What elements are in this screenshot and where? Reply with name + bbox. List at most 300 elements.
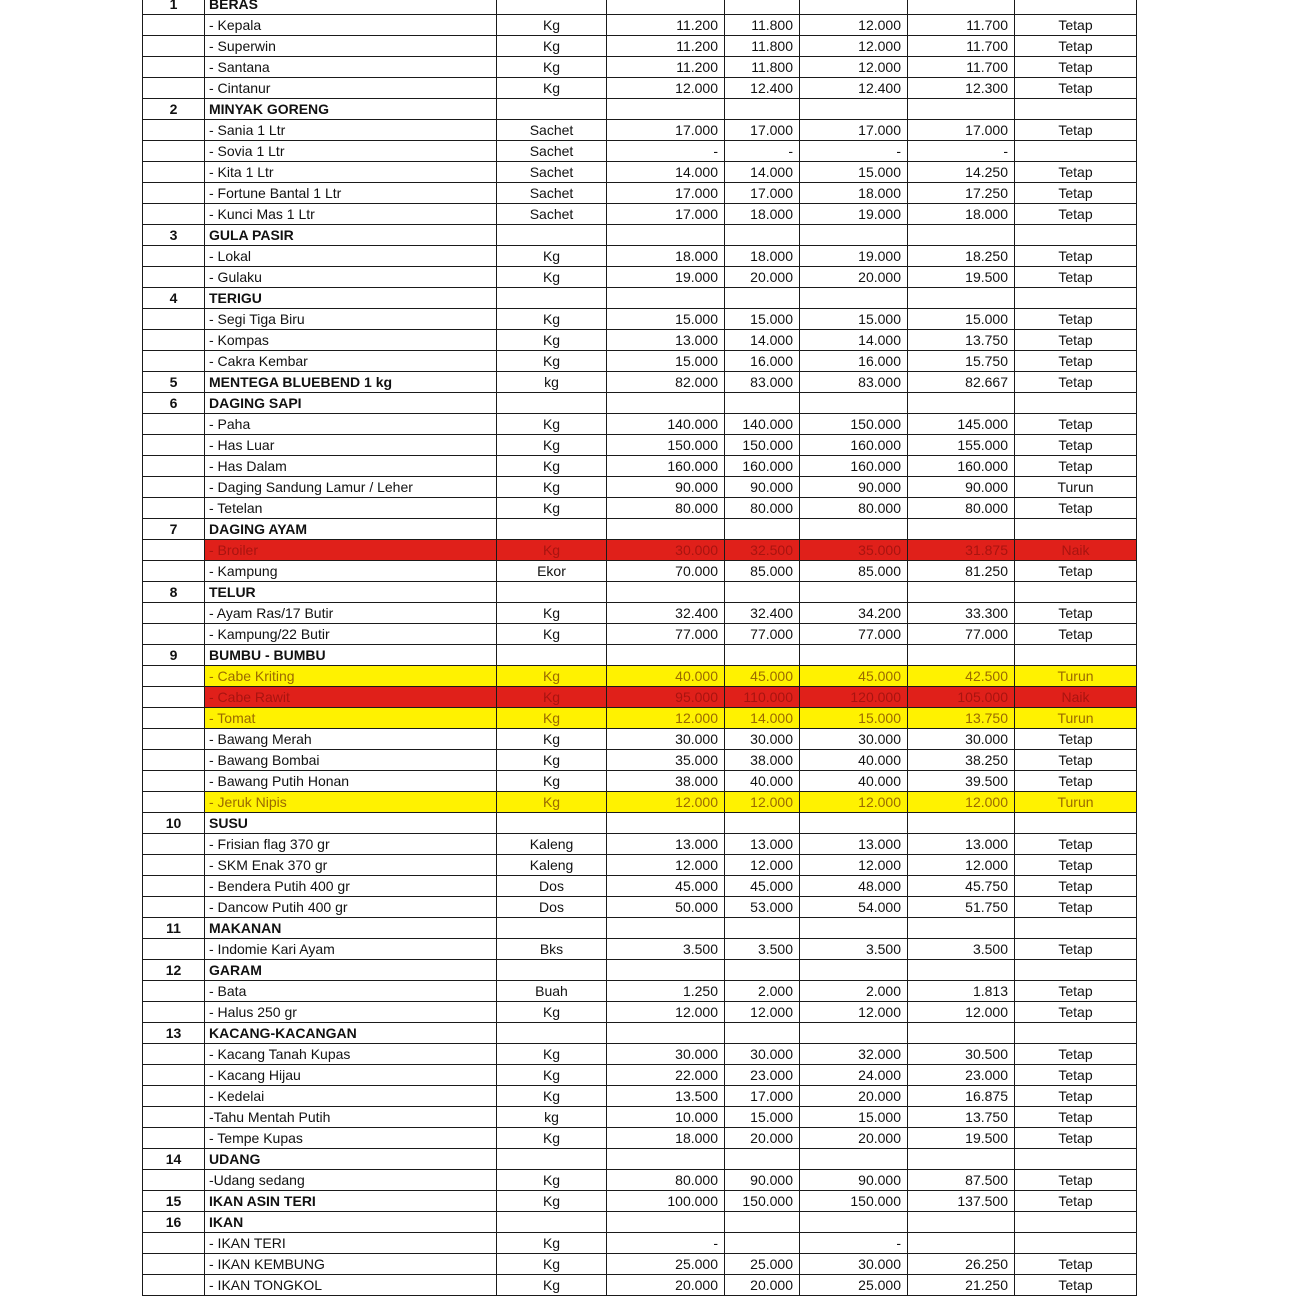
- price-cell-3: 19.000: [800, 246, 908, 267]
- unit-cell: Kg: [497, 603, 607, 624]
- unit-cell: Kg: [497, 435, 607, 456]
- price-cell-2: 45.000: [725, 876, 800, 897]
- price-cell-2: 2.000: [725, 981, 800, 1002]
- price-cell-2: 12.000: [725, 792, 800, 813]
- price-cell-3: [800, 393, 908, 414]
- price-cell-3: [800, 288, 908, 309]
- price-cell-3: 160.000: [800, 456, 908, 477]
- item-name: - Frisian flag 370 gr: [205, 834, 497, 855]
- unit-cell: Kg: [497, 540, 607, 561]
- price-cell-3: [800, 519, 908, 540]
- price-cell-3: 32.000: [800, 1044, 908, 1065]
- table-row: [143, 1254, 1137, 1275]
- unit-cell: [497, 393, 607, 414]
- unit-cell: Dos: [497, 876, 607, 897]
- unit-cell: Sachet: [497, 204, 607, 225]
- price-cell-4: 12.000: [908, 792, 1015, 813]
- item-name: GULA PASIR: [205, 225, 497, 246]
- price-cell-3: 54.000: [800, 897, 908, 918]
- item-name: -Udang sedang: [205, 1170, 497, 1191]
- price-cell-2: 12.400: [725, 78, 800, 99]
- item-name: MINYAK GORENG: [205, 99, 497, 120]
- category-row: [143, 0, 1137, 15]
- row-number: [143, 876, 205, 897]
- table-row: [143, 456, 1137, 477]
- unit-cell: [497, 1212, 607, 1233]
- row-number: 16: [143, 1212, 205, 1233]
- price-cell-2: 53.000: [725, 897, 800, 918]
- unit-cell: Kg: [497, 708, 607, 729]
- price-cell-1: 95.000: [607, 687, 725, 708]
- price-cell-4: 15.750: [908, 351, 1015, 372]
- status-cell: Tetap: [1015, 246, 1137, 267]
- price-cell-4: [908, 225, 1015, 246]
- price-cell-4: [908, 393, 1015, 414]
- price-cell-1: 70.000: [607, 561, 725, 582]
- table-row: [143, 309, 1137, 330]
- unit-cell: [497, 960, 607, 981]
- price-cell-3: 12.000: [800, 57, 908, 78]
- table-row: [143, 1002, 1137, 1023]
- price-cell-3: [800, 645, 908, 666]
- price-cell-3: 12.000: [800, 855, 908, 876]
- price-cell-2: 12.000: [725, 855, 800, 876]
- item-name: MAKANAN: [205, 918, 497, 939]
- price-cell-1: 14.000: [607, 162, 725, 183]
- price-cell-4: 30.500: [908, 1044, 1015, 1065]
- status-cell: [1015, 960, 1137, 981]
- price-cell-1: [607, 960, 725, 981]
- price-cell-4: 12.000: [908, 1002, 1015, 1023]
- item-name: - Bendera Putih 400 gr: [205, 876, 497, 897]
- item-name: - Tomat: [205, 708, 497, 729]
- price-cell-2: [725, 0, 800, 15]
- price-cell-1: 160.000: [607, 456, 725, 477]
- table-row: [143, 897, 1137, 918]
- category-row: [143, 813, 1137, 834]
- item-name: - Lokal: [205, 246, 497, 267]
- unit-cell: Kg: [497, 750, 607, 771]
- price-cell-2: 150.000: [725, 435, 800, 456]
- status-cell: [1015, 225, 1137, 246]
- unit-cell: Kg: [497, 1254, 607, 1275]
- table-row: [143, 540, 1137, 561]
- price-cell-4: [908, 99, 1015, 120]
- price-cell-3: 48.000: [800, 876, 908, 897]
- price-cell-4: [908, 288, 1015, 309]
- unit-cell: Kg: [497, 687, 607, 708]
- price-cell-3: 83.000: [800, 372, 908, 393]
- price-cell-2: [725, 1149, 800, 1170]
- status-cell: Tetap: [1015, 1170, 1137, 1191]
- status-cell: Tetap: [1015, 78, 1137, 99]
- price-cell-1: 13.000: [607, 330, 725, 351]
- table-row: [143, 204, 1137, 225]
- price-cell-2: 20.000: [725, 267, 800, 288]
- table-row: [143, 36, 1137, 57]
- price-cell-1: 30.000: [607, 1044, 725, 1065]
- price-cell-3: 3.500: [800, 939, 908, 960]
- status-cell: Tetap: [1015, 309, 1137, 330]
- item-name: - Cakra Kembar: [205, 351, 497, 372]
- unit-cell: [497, 1023, 607, 1044]
- status-cell: Tetap: [1015, 1254, 1137, 1275]
- status-cell: Tetap: [1015, 729, 1137, 750]
- price-cell-3: [800, 960, 908, 981]
- price-cell-2: 17.000: [725, 120, 800, 141]
- unit-cell: [497, 288, 607, 309]
- table-row: [143, 141, 1137, 162]
- item-name: - IKAN TERI: [205, 1233, 497, 1254]
- status-cell: Tetap: [1015, 1044, 1137, 1065]
- row-number: [143, 1002, 205, 1023]
- price-cell-4: 18.250: [908, 246, 1015, 267]
- price-cell-2: [725, 1233, 800, 1254]
- status-cell: [1015, 1023, 1137, 1044]
- price-cell-2: 11.800: [725, 57, 800, 78]
- status-cell: Naik: [1015, 687, 1137, 708]
- unit-cell: Kg: [497, 36, 607, 57]
- category-row: [143, 1191, 1137, 1212]
- price-cell-2: 90.000: [725, 477, 800, 498]
- item-name: KACANG-KACANGAN: [205, 1023, 497, 1044]
- price-cell-1: [607, 1023, 725, 1044]
- item-name: - Broiler: [205, 540, 497, 561]
- status-cell: Tetap: [1015, 1002, 1137, 1023]
- price-cell-1: -: [607, 141, 725, 162]
- row-number: [143, 267, 205, 288]
- price-cell-3: 90.000: [800, 477, 908, 498]
- table-row: [143, 57, 1137, 78]
- price-cell-3: [800, 1149, 908, 1170]
- item-name: - Kita 1 Ltr: [205, 162, 497, 183]
- category-row: [143, 288, 1137, 309]
- item-name: - Segi Tiga Biru: [205, 309, 497, 330]
- price-cell-1: 45.000: [607, 876, 725, 897]
- status-cell: Tetap: [1015, 750, 1137, 771]
- item-name: - SKM Enak 370 gr: [205, 855, 497, 876]
- item-name: - Kacang Tanah Kupas: [205, 1044, 497, 1065]
- table-row: [143, 1128, 1137, 1149]
- price-cell-2: 25.000: [725, 1254, 800, 1275]
- row-number: [143, 1107, 205, 1128]
- table-row: [143, 561, 1137, 582]
- price-cell-2: 11.800: [725, 15, 800, 36]
- price-cell-3: 12.000: [800, 36, 908, 57]
- price-cell-4: 51.750: [908, 897, 1015, 918]
- price-cell-1: 140.000: [607, 414, 725, 435]
- price-cell-2: 16.000: [725, 351, 800, 372]
- price-cell-3: 12.000: [800, 15, 908, 36]
- category-row: [143, 225, 1137, 246]
- price-cell-3: 17.000: [800, 120, 908, 141]
- category-row: [143, 960, 1137, 981]
- unit-cell: Kg: [497, 1065, 607, 1086]
- price-cell-1: 1.250: [607, 981, 725, 1002]
- price-cell-3: 20.000: [800, 267, 908, 288]
- table-row: [143, 834, 1137, 855]
- price-cell-3: 34.200: [800, 603, 908, 624]
- table-row: [143, 771, 1137, 792]
- price-cell-1: 38.000: [607, 771, 725, 792]
- row-number: [143, 1044, 205, 1065]
- row-number: [143, 330, 205, 351]
- item-name: - Indomie Kari Ayam: [205, 939, 497, 960]
- row-number: [143, 414, 205, 435]
- row-number: [143, 897, 205, 918]
- table-row: [143, 120, 1137, 141]
- price-cell-2: 18.000: [725, 246, 800, 267]
- status-cell: Tetap: [1015, 435, 1137, 456]
- price-cell-4: 23.000: [908, 1065, 1015, 1086]
- unit-cell: [497, 99, 607, 120]
- status-cell: Tetap: [1015, 561, 1137, 582]
- row-number: [143, 15, 205, 36]
- status-cell: Tetap: [1015, 1275, 1137, 1296]
- price-cell-1: 80.000: [607, 498, 725, 519]
- price-cell-4: 1.813: [908, 981, 1015, 1002]
- row-number: [143, 1233, 205, 1254]
- price-cell-4: 15.000: [908, 309, 1015, 330]
- price-cell-2: 40.000: [725, 771, 800, 792]
- unit-cell: Kg: [497, 456, 607, 477]
- item-name: - Cabe Kriting: [205, 666, 497, 687]
- status-cell: Tetap: [1015, 1086, 1137, 1107]
- price-cell-4: 77.000: [908, 624, 1015, 645]
- item-name: TERIGU: [205, 288, 497, 309]
- status-cell: [1015, 1233, 1137, 1254]
- price-cell-4: [908, 1149, 1015, 1170]
- row-number: [143, 603, 205, 624]
- price-cell-4: -: [908, 141, 1015, 162]
- price-cell-2: [725, 960, 800, 981]
- price-cell-2: [725, 225, 800, 246]
- price-cell-3: 40.000: [800, 771, 908, 792]
- price-cell-3: 15.000: [800, 1107, 908, 1128]
- item-name: - Bawang Putih Honan: [205, 771, 497, 792]
- price-cell-2: 77.000: [725, 624, 800, 645]
- price-cell-3: 150.000: [800, 414, 908, 435]
- price-cell-4: 30.000: [908, 729, 1015, 750]
- item-name: - Kampung/22 Butir: [205, 624, 497, 645]
- item-name: GARAM: [205, 960, 497, 981]
- price-cell-3: 13.000: [800, 834, 908, 855]
- status-cell: Tetap: [1015, 351, 1137, 372]
- unit-cell: Kg: [497, 267, 607, 288]
- unit-cell: kg: [497, 372, 607, 393]
- table-row: [143, 162, 1137, 183]
- price-cell-2: 23.000: [725, 1065, 800, 1086]
- price-cell-1: 11.200: [607, 15, 725, 36]
- status-cell: Tetap: [1015, 981, 1137, 1002]
- table-row: [143, 246, 1137, 267]
- row-number: 14: [143, 1149, 205, 1170]
- category-row: [143, 1149, 1137, 1170]
- unit-cell: Kg: [497, 1170, 607, 1191]
- table-row: [143, 1170, 1137, 1191]
- unit-cell: Kg: [497, 771, 607, 792]
- row-number: [143, 435, 205, 456]
- category-row: [143, 519, 1137, 540]
- price-cell-2: 20.000: [725, 1275, 800, 1296]
- table-row: [143, 15, 1137, 36]
- price-cell-1: [607, 99, 725, 120]
- price-cell-1: 22.000: [607, 1065, 725, 1086]
- price-cell-3: 40.000: [800, 750, 908, 771]
- item-name: MENTEGA BLUEBEND 1 kg: [205, 372, 497, 393]
- row-number: [143, 456, 205, 477]
- price-cell-4: 18.000: [908, 204, 1015, 225]
- price-cell-4: 12.000: [908, 855, 1015, 876]
- price-cell-2: 18.000: [725, 204, 800, 225]
- item-name: - Paha: [205, 414, 497, 435]
- table-row: [143, 414, 1137, 435]
- price-cell-4: 13.750: [908, 708, 1015, 729]
- status-cell: Turun: [1015, 666, 1137, 687]
- price-cell-4: 17.250: [908, 183, 1015, 204]
- category-row: [143, 645, 1137, 666]
- price-cell-4: [908, 0, 1015, 15]
- row-number: 9: [143, 645, 205, 666]
- price-cell-1: -: [607, 1233, 725, 1254]
- price-cell-1: 3.500: [607, 939, 725, 960]
- item-name: - Dancow Putih 400 gr: [205, 897, 497, 918]
- status-cell: Tetap: [1015, 855, 1137, 876]
- price-cell-1: 11.200: [607, 57, 725, 78]
- price-cell-3: 120.000: [800, 687, 908, 708]
- row-number: [143, 57, 205, 78]
- price-cell-1: [607, 582, 725, 603]
- price-cell-2: 15.000: [725, 309, 800, 330]
- price-cell-4: 145.000: [908, 414, 1015, 435]
- price-cell-3: 85.000: [800, 561, 908, 582]
- item-name: - Halus 250 gr: [205, 1002, 497, 1023]
- price-cell-3: 30.000: [800, 1254, 908, 1275]
- category-row: [143, 393, 1137, 414]
- price-cell-1: 12.000: [607, 78, 725, 99]
- unit-cell: [497, 645, 607, 666]
- row-number: [143, 939, 205, 960]
- price-cell-1: 12.000: [607, 1002, 725, 1023]
- price-cell-3: 90.000: [800, 1170, 908, 1191]
- price-cell-4: 155.000: [908, 435, 1015, 456]
- row-number: [143, 246, 205, 267]
- item-name: DAGING AYAM: [205, 519, 497, 540]
- price-cell-3: 30.000: [800, 729, 908, 750]
- price-cell-4: 3.500: [908, 939, 1015, 960]
- unit-cell: Kg: [497, 792, 607, 813]
- row-number: [143, 78, 205, 99]
- row-number: [143, 36, 205, 57]
- unit-cell: Kg: [497, 330, 607, 351]
- price-cell-4: [908, 582, 1015, 603]
- price-cell-1: 25.000: [607, 1254, 725, 1275]
- price-cell-4: [908, 813, 1015, 834]
- price-cell-1: 13.000: [607, 834, 725, 855]
- price-cell-2: 20.000: [725, 1128, 800, 1149]
- price-cell-4: 16.875: [908, 1086, 1015, 1107]
- price-cell-3: -: [800, 141, 908, 162]
- unit-cell: [497, 225, 607, 246]
- price-cell-3: 12.000: [800, 1002, 908, 1023]
- row-number: 15: [143, 1191, 205, 1212]
- row-number: [143, 1086, 205, 1107]
- price-cell-1: 11.200: [607, 36, 725, 57]
- price-cell-1: 30.000: [607, 729, 725, 750]
- price-cell-1: 35.000: [607, 750, 725, 771]
- price-cell-4: [908, 1023, 1015, 1044]
- item-name: - Cabe Rawit: [205, 687, 497, 708]
- item-name: - Kepala: [205, 15, 497, 36]
- price-cell-4: 90.000: [908, 477, 1015, 498]
- item-name: -Tahu Mentah Putih: [205, 1107, 497, 1128]
- price-cell-1: 15.000: [607, 351, 725, 372]
- table-row: [143, 1086, 1137, 1107]
- item-name: - Kedelai: [205, 1086, 497, 1107]
- item-name: - Has Luar: [205, 435, 497, 456]
- price-cell-2: 30.000: [725, 1044, 800, 1065]
- category-row: [143, 918, 1137, 939]
- item-name: - IKAN KEMBUNG: [205, 1254, 497, 1275]
- price-cell-4: 11.700: [908, 15, 1015, 36]
- category-row: [143, 372, 1137, 393]
- row-number: [143, 624, 205, 645]
- price-cell-2: 150.000: [725, 1191, 800, 1212]
- table-row: [143, 939, 1137, 960]
- row-number: [143, 120, 205, 141]
- price-cell-2: 11.800: [725, 36, 800, 57]
- row-number: [143, 729, 205, 750]
- item-name: - Sovia 1 Ltr: [205, 141, 497, 162]
- price-cell-1: 15.000: [607, 309, 725, 330]
- status-cell: [1015, 813, 1137, 834]
- price-cell-4: 38.250: [908, 750, 1015, 771]
- item-name: - Superwin: [205, 36, 497, 57]
- item-name: - Kompas: [205, 330, 497, 351]
- item-name: - Kacang Hijau: [205, 1065, 497, 1086]
- price-cell-4: 13.750: [908, 330, 1015, 351]
- item-name: - Kunci Mas 1 Ltr: [205, 204, 497, 225]
- price-cell-3: 25.000: [800, 1275, 908, 1296]
- price-cell-2: [725, 582, 800, 603]
- price-cell-4: 11.700: [908, 57, 1015, 78]
- price-cell-1: 20.000: [607, 1275, 725, 1296]
- status-cell: Tetap: [1015, 1128, 1137, 1149]
- unit-cell: Dos: [497, 897, 607, 918]
- price-cell-2: [725, 1212, 800, 1233]
- row-number: [143, 204, 205, 225]
- table-row: [143, 855, 1137, 876]
- row-number: 1: [143, 0, 205, 15]
- table-row: [143, 624, 1137, 645]
- price-cell-1: 17.000: [607, 204, 725, 225]
- price-cell-2: -: [725, 141, 800, 162]
- table-row: [143, 267, 1137, 288]
- row-number: [143, 687, 205, 708]
- table-row: [143, 981, 1137, 1002]
- price-cell-4: [908, 1212, 1015, 1233]
- row-number: 11: [143, 918, 205, 939]
- unit-cell: Sachet: [497, 162, 607, 183]
- status-cell: Tetap: [1015, 834, 1137, 855]
- price-cell-4: 11.700: [908, 36, 1015, 57]
- status-cell: Turun: [1015, 708, 1137, 729]
- row-number: [143, 708, 205, 729]
- table-row: [143, 792, 1137, 813]
- row-number: 6: [143, 393, 205, 414]
- price-cell-1: 19.000: [607, 267, 725, 288]
- item-name: DAGING SAPI: [205, 393, 497, 414]
